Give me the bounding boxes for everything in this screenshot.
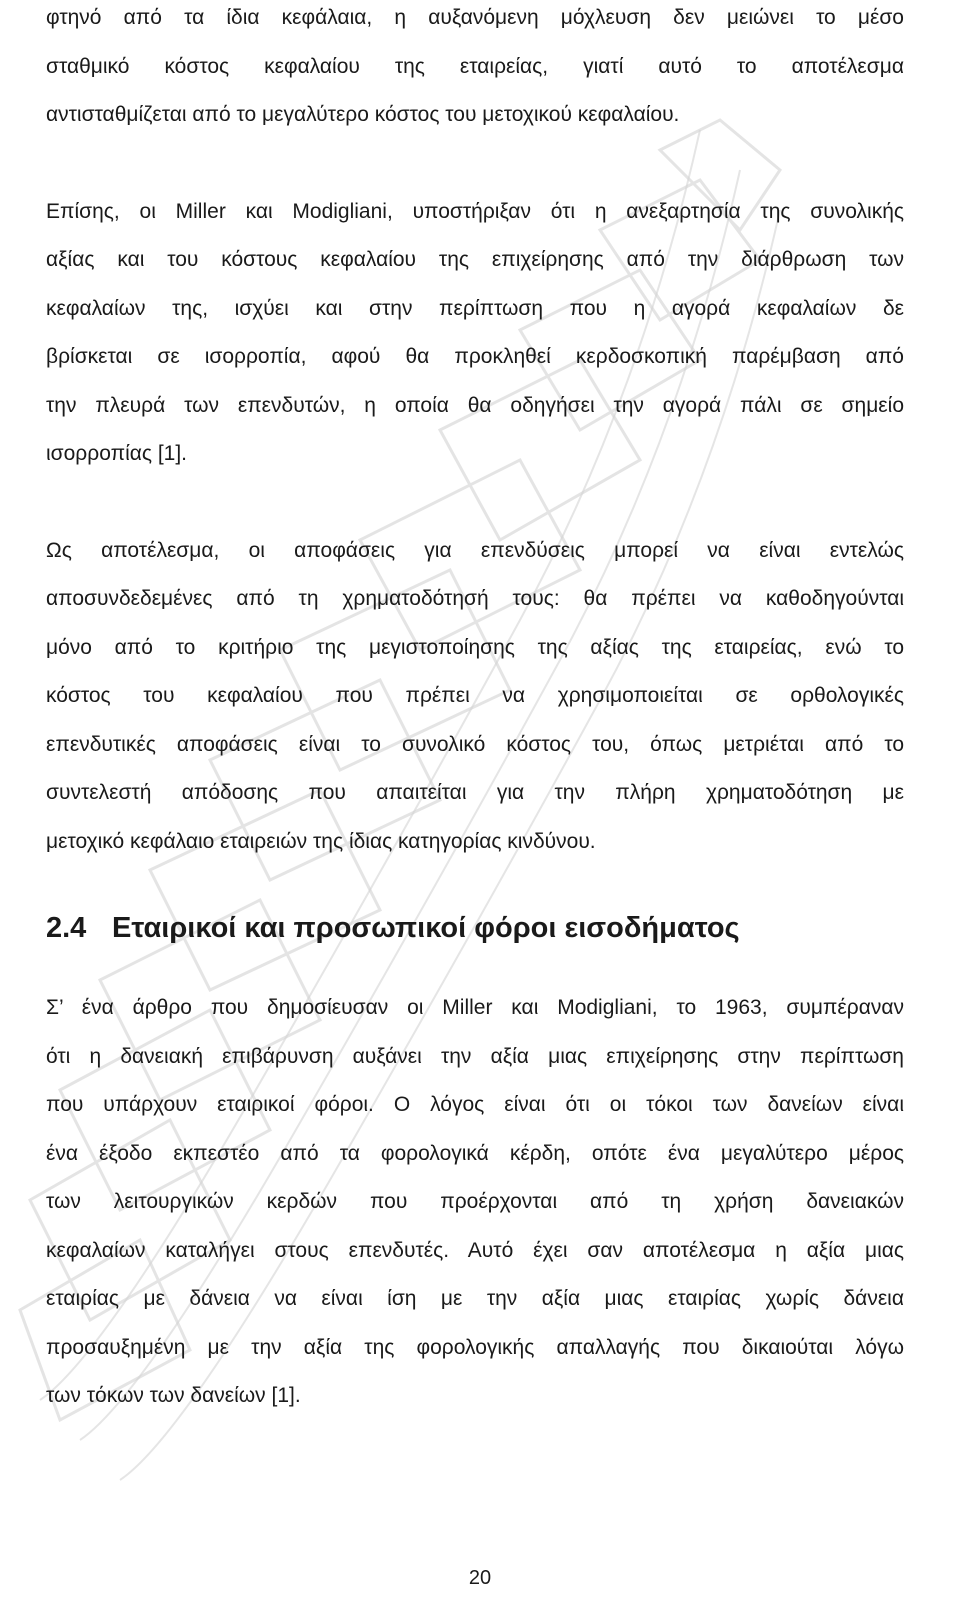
text-line: Σ’ ένα άρθρο που δημοσίευσαν οι Miller και Modigliani, το 1963, συμπέραναν [46,996,904,1019]
text-line: Ως αποτέλεσμα, οι αποφάσεις για επενδύσεις μπορεί να είναι εντελώς [46,538,904,562]
text-line: ότι η δανειακή επιβάρυνση αυξάνει την αξία μιας επιχείρησης στην περίπτωση [46,1044,904,1068]
text-line: την πλευρά των επενδυτών, η οποία θα οδηγήσει την αγορά πάλι σε σημείο [46,393,904,417]
paragraph-miller-modigliani-independence [46,188,904,479]
text-line: συντελεστή απόδοσης που απαιτείται για την πλήρη χρηματοδότηση με [46,781,904,804]
text-line: ισορροπίας [1]. [46,442,188,465]
text-line: Επίσης, οι Miller και Modigliani, υποστήριξαν ότι η ανεξαρτησία της συνολικής [46,199,904,223]
text-line: αποσυνδεδεμένες από τη χρηματοδότησή τους: θα πρέπει να καθοδηγούνται [46,587,904,610]
paragraph-investment-decisions [46,527,904,867]
text-line: αξίας και του κόστους κεφαλαίου της επιχείρησης από την διάρθρωση των [46,248,904,271]
text-line: μόνο από το κριτήριο της μεγιστοποίησης της αξίας της εταιρείας, ενώ το [46,635,904,659]
text-line: αντισταθμίζεται από το μεγαλύτερο κόστος του μετοχικού κεφαλαίου. [46,103,680,126]
page-content [46,0,904,1421]
text-line: βρίσκεται σε ισορροπία, αφού θα προκληθεί κερδοσκοπική παρέμβαση από [46,345,904,368]
paragraph-continued [46,0,904,140]
text-line: των λειτουργικών κερδών που προέρχονται από τη χρήση δανειακών [46,1190,904,1213]
text-line: σταθμικό κόστος κεφαλαίου της εταιρείας, γιατί αυτό το αποτέλεσμα [46,54,904,78]
text-line: εταιρίας με δάνεια να είναι ίση με την αξία μιας εταιρίας χωρίς δάνεια [46,1287,904,1310]
text-line: που υπάρχουν εταιρικοί φόροι. Ο λόγος είναι ότι οι τόκοι των δανείων είναι [46,1093,904,1116]
text-line: κεφαλαίων καταλήγει στους επενδυτές. Αυτό έχει σαν αποτέλεσμα η αξία μιας [46,1238,904,1262]
section-number: 2.4 [46,912,87,944]
text-line: επενδυτικές αποφάσεις είναι το συνολικό κόστος του, όπως μετριέται από το [46,732,904,756]
section-heading [46,908,904,948]
text-line: ένα έξοδο εκπεστέο από τα φορολογικά κέρδη, οπότε ένα μεγαλύτερο μέρος [46,1141,904,1165]
paragraph-corporate-taxes [46,984,904,1421]
text-line: κόστος του κεφαλαίου που πρέπει να χρησιμοποιείται σε ορθολογικές [46,684,904,707]
text-line: κεφαλαίων της, ισχύει και στην περίπτωση που η αγορά κεφαλαίων δε [46,296,904,320]
page-number: 20 [468,1567,492,1589]
text-line: φτηνό από τα ίδια κεφάλαια, η αυξανόμενη μόχλευση δεν μειώνει το μέσο [46,6,904,29]
text-line: προσαυξημένη με την αξία της φορολογικής απαλλαγής που δικαιούται λόγω [46,1335,904,1359]
text-line: μετοχικό κεφάλαιο εταιρειών της ίδιας κατηγορίας κινδύνου. [46,829,596,853]
text-line: των τόκων των δανείων [1]. [46,1384,301,1407]
section-title: Εταιρικοί και προσωπικοί φόροι εισοδήματος [112,912,740,944]
